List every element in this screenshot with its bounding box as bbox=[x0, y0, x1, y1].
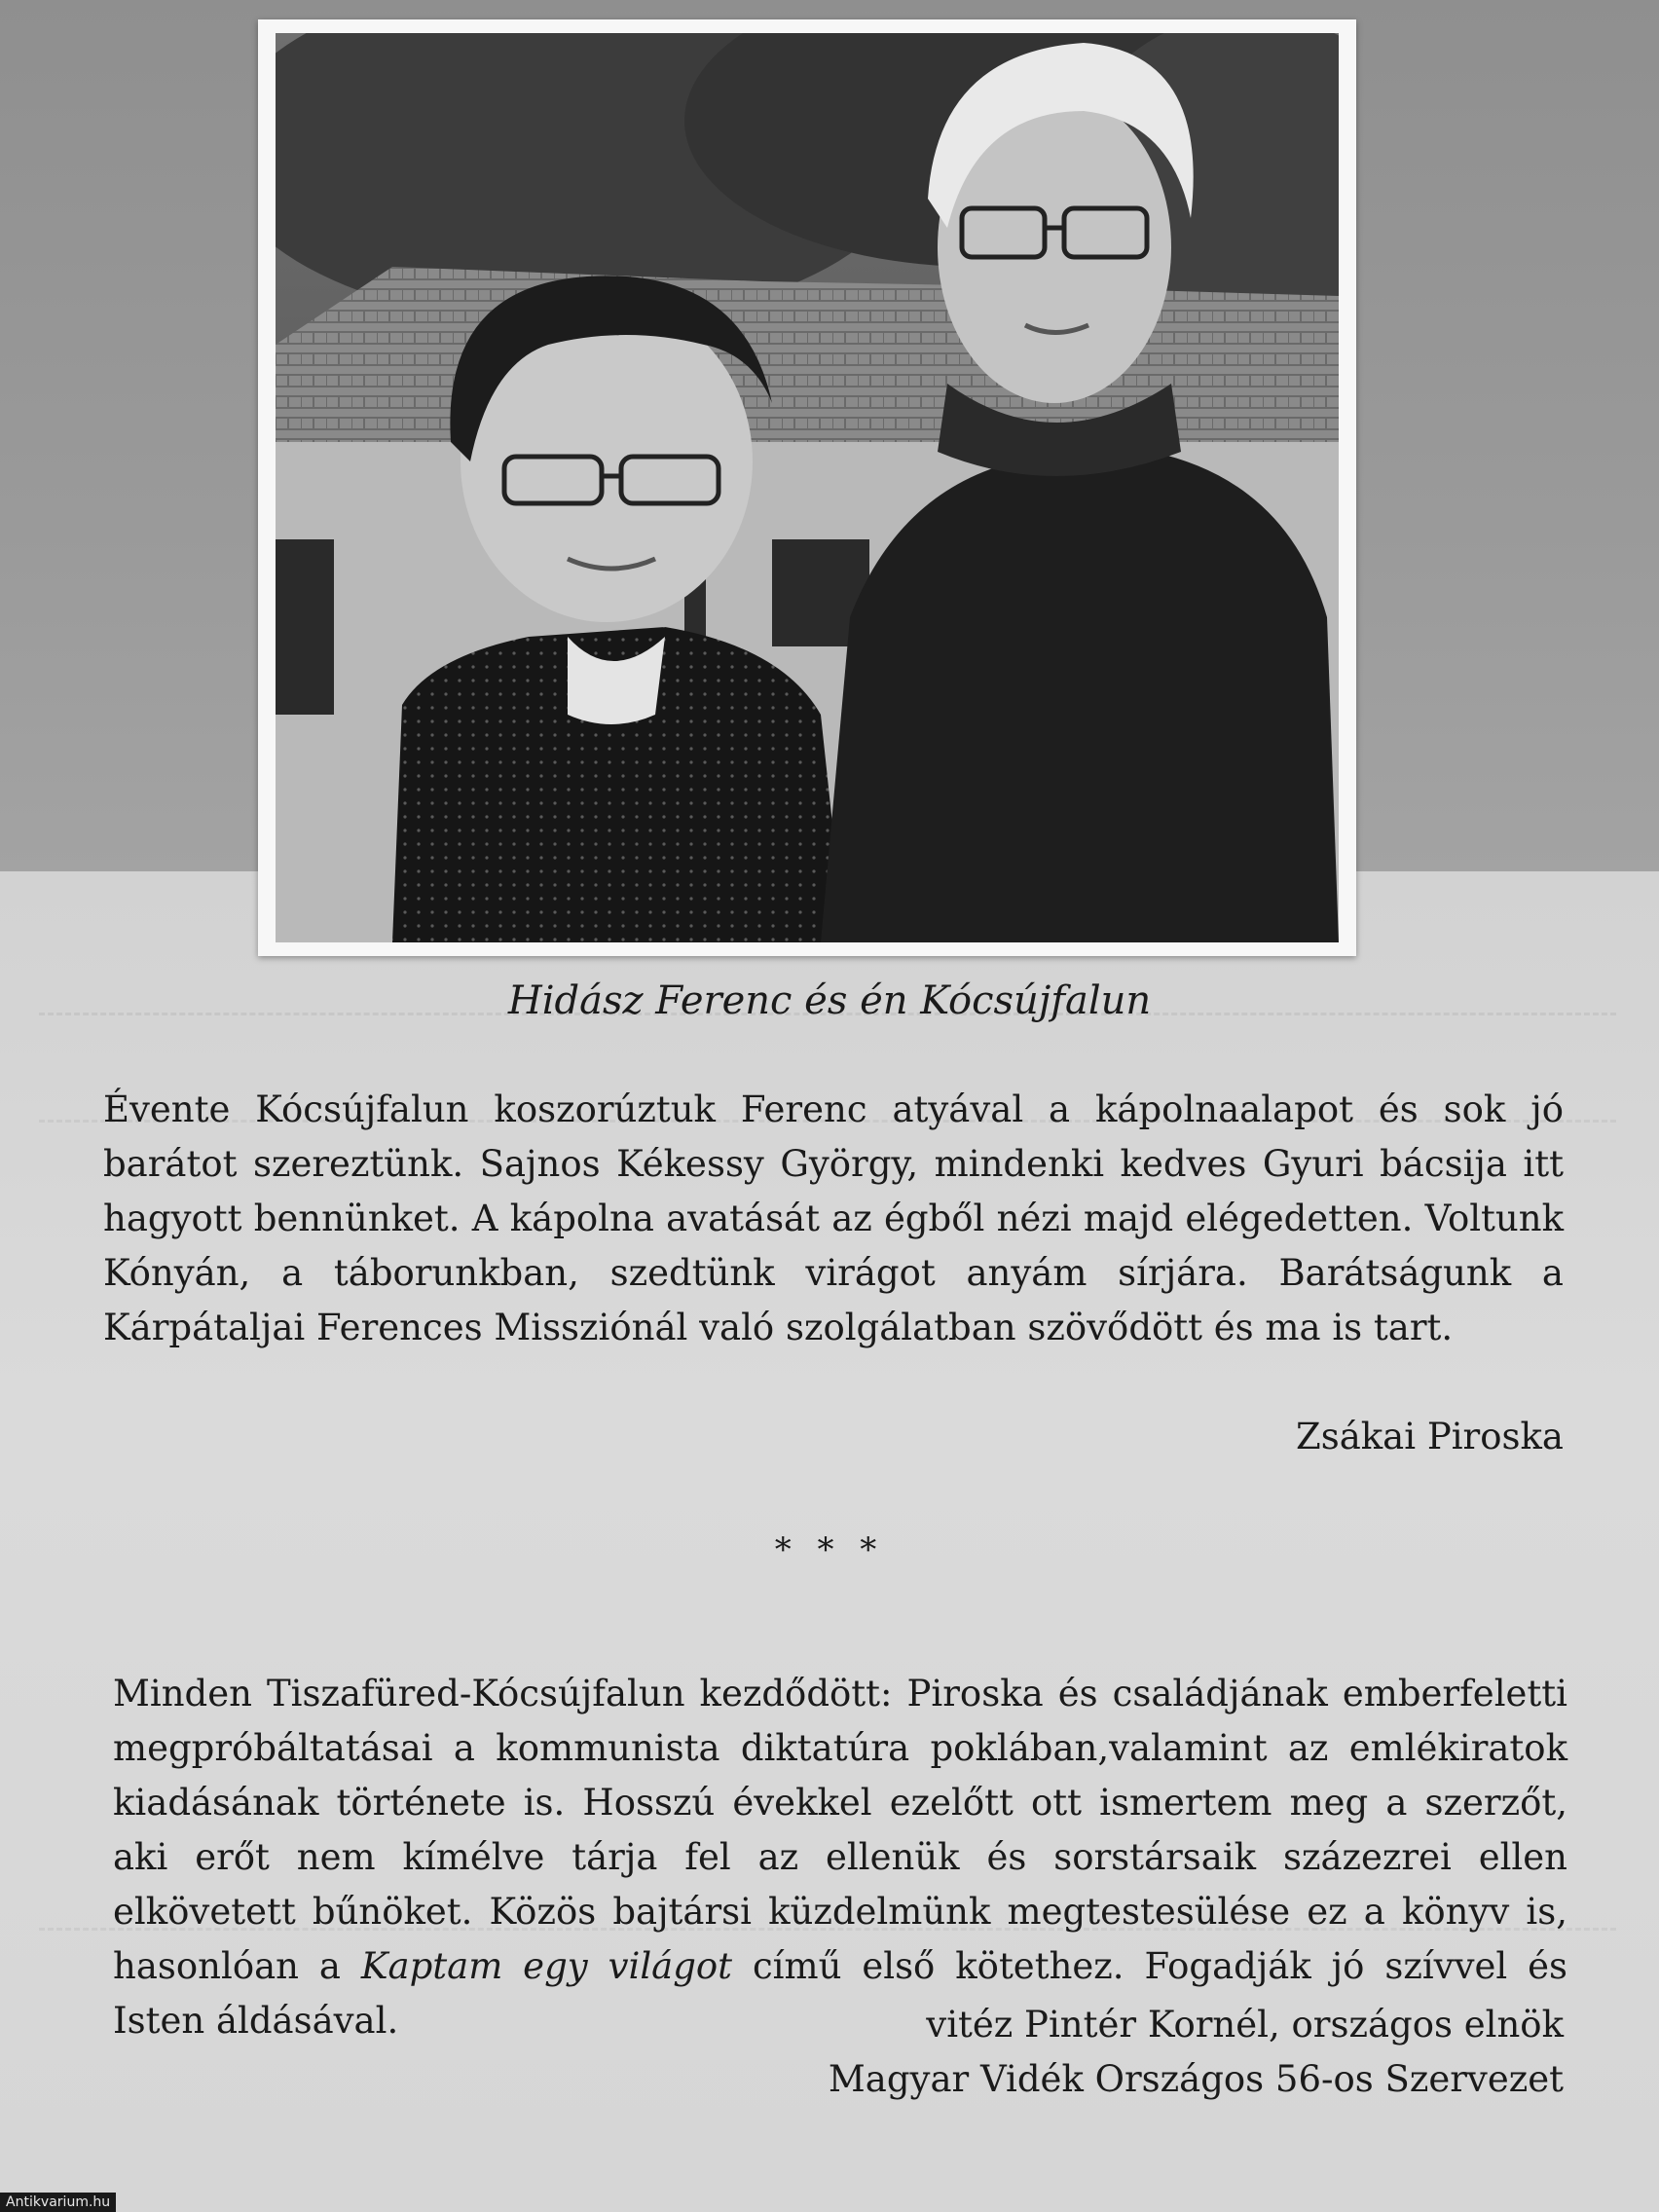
photo-caption: Hidász Ferenc és én Kócsújfalun bbox=[507, 978, 1152, 1023]
signature-name: vitéz Pintér Kornél, országos elnök bbox=[926, 2004, 1564, 2046]
paragraph-foreword bbox=[113, 1667, 1567, 2048]
foreword-text-after: című első kötethez. Fogadják jó szívvel és Isten áldásával. bbox=[113, 1945, 1567, 2042]
section-separator: * * * bbox=[774, 1530, 885, 1569]
book-title: Kaptam egy világot bbox=[360, 1945, 733, 1987]
photo bbox=[276, 33, 1339, 942]
photo-frame bbox=[258, 19, 1356, 956]
signature-organization: Magyar Vidék Országos 56-os Szervezet bbox=[828, 2058, 1564, 2100]
photo-illustration bbox=[276, 33, 1339, 942]
paragraph-memoir: Évente Kócsújfalun koszorúztuk Ferenc atyával a kápolnaalapot és sok jó barátot szereztünk. Sajnos Kékessy György, mindenki kedves Gyuri bácsija itt hagyott bennünket. A kápolna avatását az égből nézi majd elégedetten. Voltunk Kónyán, a táborunkban, szedtünk virágot anyám sírjára. Barátságunk a Kárpátaljai Ferences Missziónál való szolgálatban szövődött és ma is tart. bbox=[103, 1088, 1564, 1348]
signature-author: Zsákai Piroska bbox=[1296, 1416, 1564, 1457]
watermark: Antikvarium.hu bbox=[0, 2193, 116, 2212]
foreword-text-before: Minden Tiszafüred-Kócsújfalun kezdődött: Piroska és családjának emberfeletti megpróbáltatásai a kommunista diktatúra poklában,valamint az emlékiratok kiadásának története is. Hosszú évekkel ezelőtt ott ismertem meg a szerzőt, aki erőt nem kímélve tárja fel az ellenük és sorstársaik százezrei ellen elkövetett bűnöket. Közös bajtársi küzdelmünk megtestesülése ez a könyv is, hasonlóan a bbox=[113, 1673, 1567, 1987]
